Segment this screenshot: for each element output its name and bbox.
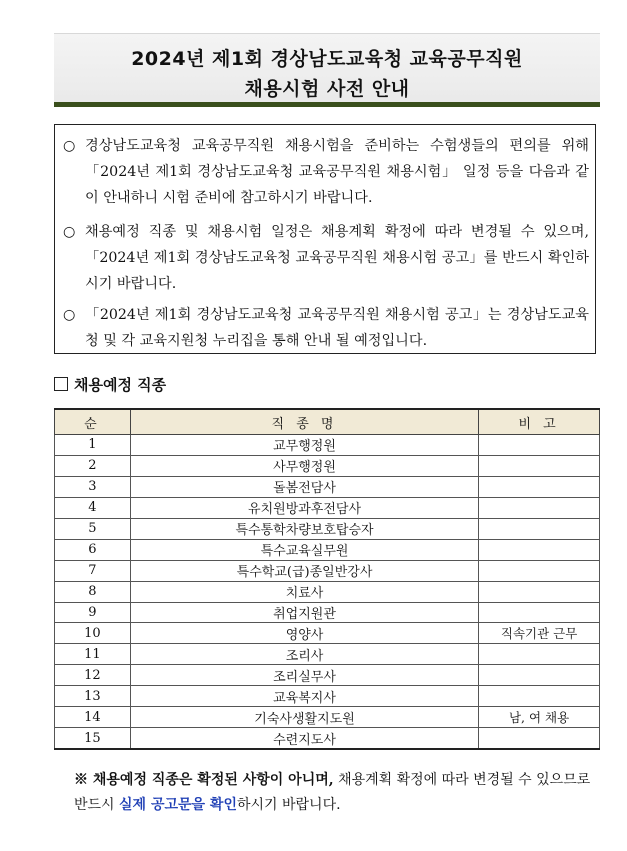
row-job-name: 사무행정원 (130, 455, 478, 476)
table-row (55, 435, 600, 456)
row-job-name: 교무행정원 (130, 435, 478, 456)
row-note (479, 581, 600, 602)
row-no: 15 (55, 728, 131, 749)
row-note (479, 435, 600, 456)
row-note (479, 455, 600, 476)
page-title-line2: 채용시험 사전 안내 (244, 78, 410, 100)
row-no: 5 (55, 518, 131, 539)
row-job-name: 기숙사생활지도원 (130, 707, 478, 728)
row-no: 11 (55, 644, 131, 665)
section-heading (54, 374, 166, 395)
table-row (55, 623, 600, 644)
row-job-name: 특수통학차량보호탑승자 (130, 518, 478, 539)
row-note (479, 665, 600, 686)
footnote-text-end: 하시기 바랍니다. (236, 797, 341, 813)
table-row (55, 728, 600, 749)
row-note (479, 686, 600, 707)
row-no: 7 (55, 560, 131, 581)
notice-box (54, 124, 596, 354)
row-no: 14 (55, 707, 131, 728)
row-note (479, 518, 600, 539)
circle-bullet-icon: ○ (63, 307, 76, 323)
row-no: 10 (55, 623, 131, 644)
title-banner (54, 34, 600, 106)
row-note (479, 497, 600, 518)
table-row (55, 665, 600, 686)
footnote (74, 768, 600, 818)
row-job-name: 교육복지사 (130, 686, 478, 707)
footnote-lead: ※ 채용예정 직종은 확정된 사항이 아니며, (74, 772, 334, 788)
row-note: 직속기관 근무 (479, 623, 600, 644)
row-job-name: 유치원방과후전담사 (130, 497, 478, 518)
row-job-name: 수련지도사 (130, 728, 478, 749)
table-row (55, 518, 600, 539)
table-row (55, 560, 600, 581)
row-no: 8 (55, 581, 131, 602)
notice-text: 채용예정 직종 및 채용시험 일정은 채용계획 확정에 따라 변경될 수 있으며,「2024년 제1회 경상남도교육청 교육공무직원 채용시험 공고」를 반드시 확인하시기 바랍니다. (85, 224, 589, 292)
table-row (55, 497, 600, 518)
row-no: 4 (55, 497, 131, 518)
notice-text: 「2024년 제1회 경상남도교육청 교육공무직원 채용시험 공고」는 경상남도교육청 및 각 교육지원청 누리집을 통해 안내 될 예정입니다. (85, 307, 589, 349)
table-row (55, 644, 600, 665)
row-no: 9 (55, 602, 131, 623)
page-title-line1: 2024년 제1회 경상남도교육청 교육공무직원 (131, 48, 523, 70)
row-note (479, 644, 600, 665)
col-header-name: 직 종 명 (130, 409, 478, 435)
row-job-name: 치료사 (130, 581, 478, 602)
row-note (479, 728, 600, 749)
table-row (55, 686, 600, 707)
table-row (55, 539, 600, 560)
table-row (55, 707, 600, 728)
row-no: 2 (55, 455, 131, 476)
row-note (479, 560, 600, 581)
row-note: 남, 여 채용 (479, 707, 600, 728)
section-title: 채용예정 직종 (74, 376, 167, 394)
col-header-no: 순 (55, 409, 131, 435)
row-note (479, 476, 600, 497)
job-table (54, 408, 600, 750)
footnote-highlight: 실제 공고문을 확인 (119, 797, 237, 813)
title-bottom-rule (54, 102, 600, 107)
table-row (55, 476, 600, 497)
table-row (55, 581, 600, 602)
row-note (479, 539, 600, 560)
row-note (479, 602, 600, 623)
row-job-name: 조리사 (130, 644, 478, 665)
square-bullet-icon (54, 377, 68, 391)
row-no: 3 (55, 476, 131, 497)
circle-bullet-icon: ○ (63, 224, 76, 240)
table-row (55, 455, 600, 476)
row-job-name: 특수학교(급)종일반강사 (130, 560, 478, 581)
row-no: 13 (55, 686, 131, 707)
notice-text: 경상남도교육청 교육공무직원 채용시험을 준비하는 수험생들의 편의를 위해「2024년 제1회 경상남도교육청 교육공무직원 채용시험」 일정 등을 다음과 같이 안내하니 시험 준비에 참고하시기 바랍니다. (85, 138, 589, 206)
row-job-name: 영양사 (130, 623, 478, 644)
row-no: 1 (55, 435, 131, 456)
row-job-name: 특수교육실무원 (130, 539, 478, 560)
col-header-note: 비 고 (479, 409, 600, 435)
circle-bullet-icon: ○ (63, 138, 76, 154)
table-header-row (55, 409, 600, 435)
row-no: 12 (55, 665, 131, 686)
table-row (55, 602, 600, 623)
row-no: 6 (55, 539, 131, 560)
row-job-name: 취업지원관 (130, 602, 478, 623)
row-job-name: 조리실무사 (130, 665, 478, 686)
row-job-name: 돌봄전담사 (130, 476, 478, 497)
footnote-text: 채용계획 확정에 따라 변경될 수 있으므로 반드시 (74, 772, 591, 813)
